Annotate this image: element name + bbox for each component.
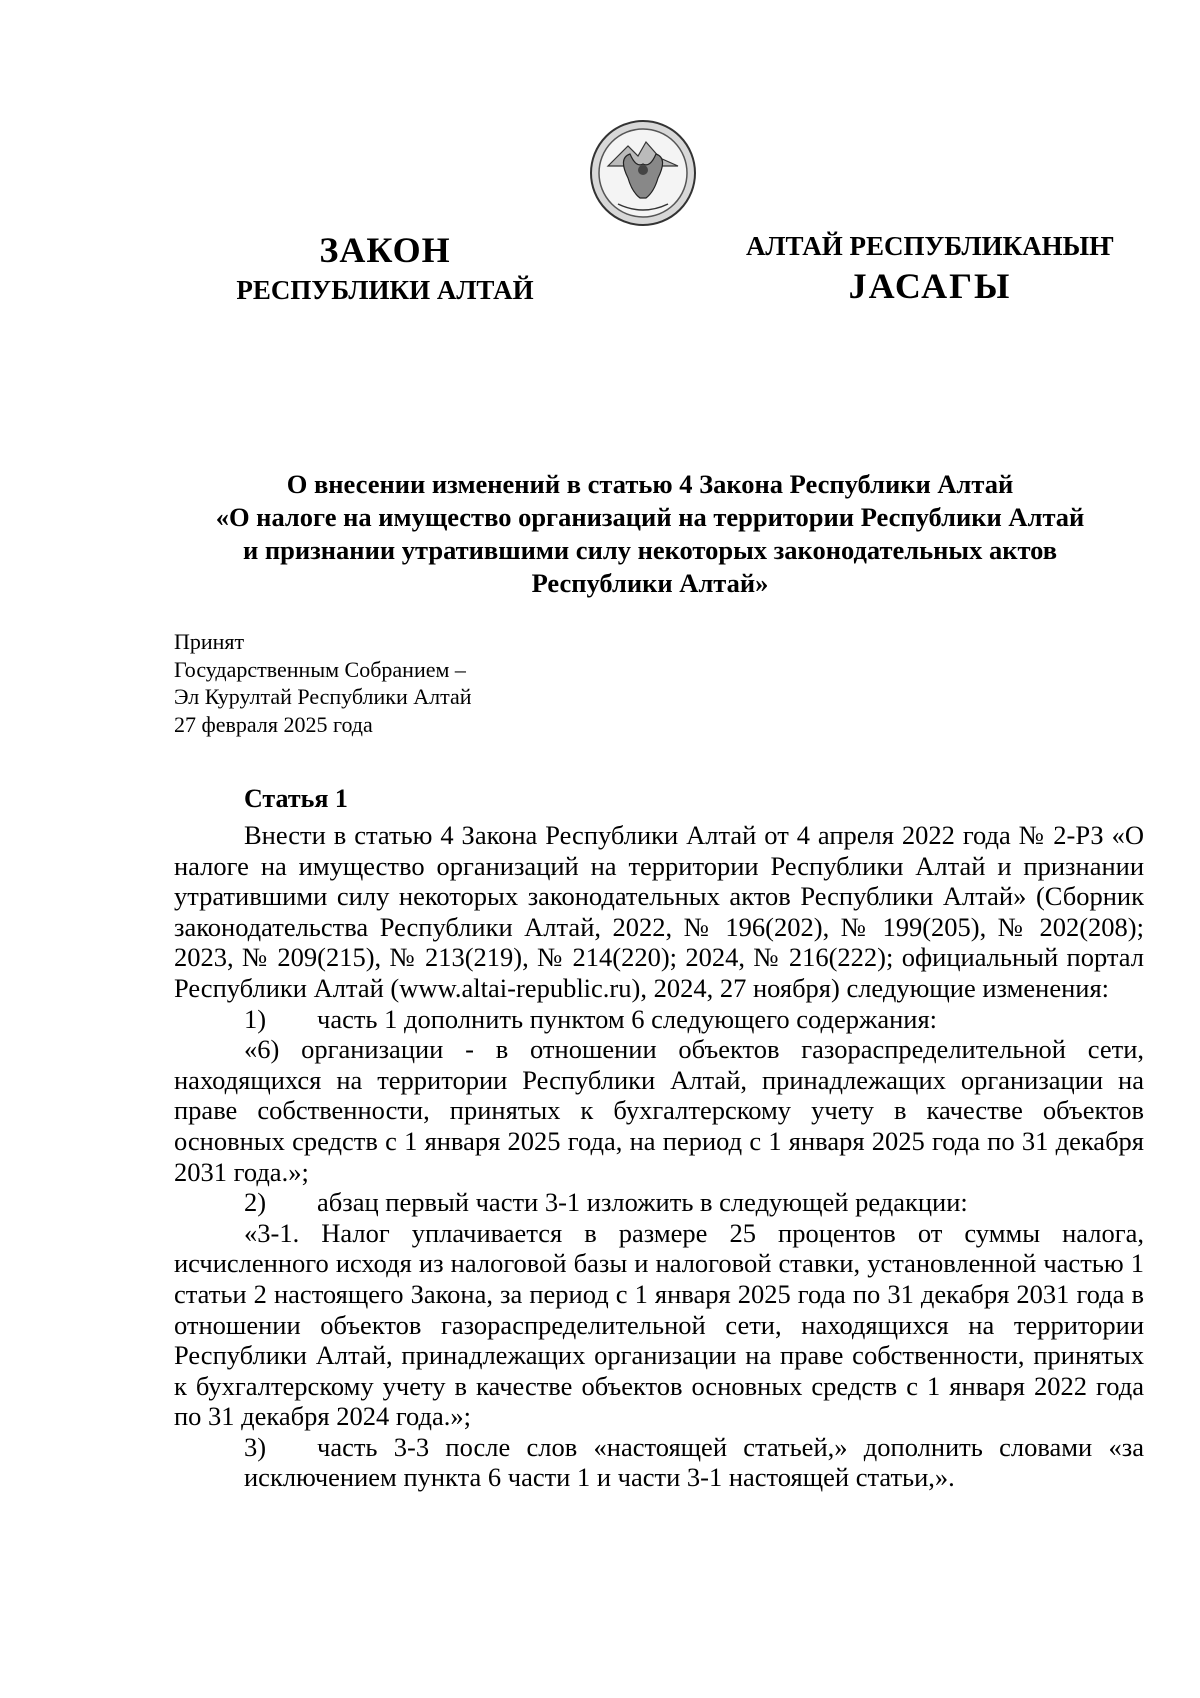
law-heading-ru-title: ЗАКОН: [319, 230, 451, 270]
adoption-block: [174, 628, 472, 738]
list-item-number: 3): [244, 1431, 267, 1462]
law-heading-russian: [220, 230, 550, 310]
law-title-line: О внесении изменений в статью 4 Закона Республики Алтай: [286, 469, 1014, 499]
adoption-line: Государственным Собранием –: [174, 656, 466, 682]
list-item-text: абзац первый части 3-1 изложить в следующей редакции:: [317, 1187, 968, 1218]
law-title-line: «О налоге на имущество организаций на территории Республики Алтай: [215, 502, 1085, 532]
article-intro-paragraph: Внести в статью 4 Закона Республики Алтай от 4 апреля 2022 года № 2-РЗ «О налоге на имущество организаций на территории Республики Алтай и признании утратившими силу некоторых законодательных актов Республики Алтай» (Сборник законодательства Республики Алтай, 2022, № 196(202), № 199(205), № 202(208); 2023, № 209(215), № 213(219), № 214(220); 2024, № 216(222); официальный портал Республики Алтай (www.altai-republic.ru), 2024, 27 ноября) следующие изменения:: [174, 820, 1144, 1003]
list-item: [174, 1004, 1144, 1035]
law-title: [170, 468, 1130, 600]
list-item: [174, 1432, 1144, 1493]
coat-of-arms-icon: [588, 118, 698, 228]
adoption-line: Принят: [174, 629, 245, 654]
law-heading-ru-subtitle: РЕСПУБЛИКИ АЛТАЙ: [236, 275, 534, 305]
law-title-line: Республики Алтай»: [531, 568, 769, 598]
list-item-text: часть 1 дополнить пунктом 6 следующего содержания:: [317, 1003, 938, 1034]
law-heading-altai: [730, 230, 1130, 310]
adoption-date: 27 февраля 2025 года: [174, 711, 373, 737]
law-title-line: и признании утратившими силу некоторых законодательных актов: [242, 535, 1058, 565]
law-heading-alt-subtitle: АЛТАЙ РЕСПУБЛИКАНЫҤ: [745, 231, 1115, 261]
quoted-paragraph: «6) организации - в отношении объектов газораспределительной сети, находящихся на территории Республики Алтай, принадлежащих организации на праве собственности, принятых к бухгалтерскому учету в качестве объектов основных средств с 1 января 2025 года, на период с 1 января 2025 года по 31 декабря 2031 года.»;: [174, 1034, 1144, 1187]
law-heading-alt-title: JАСАГЫ: [848, 266, 1012, 306]
list-item-number: 1): [244, 1003, 267, 1034]
article-heading: Статья 1: [244, 784, 348, 813]
article-body: [174, 820, 1144, 1493]
list-item-text: часть 3-3 после слов «настоящей статьей,» дополнить словами «за исключением пункта 6 части 1 и части 3-1 настоящей статьи,».: [244, 1431, 1144, 1493]
adoption-line: Эл Курултай Республики Алтай: [174, 684, 472, 709]
quoted-paragraph: «3-1. Налог уплачивается в размере 25 процентов от суммы налога, исчисленного исходя из налоговой базы и налоговой ставки, установленной частью 1 статьи 2 настоящего Закона, за период с 1 января 2025 года по 31 декабря 2031 года в отношении объектов газораспределительной сети, находящихся на территории Республики Алтай, принадлежащих организации на праве собственности, принятых к бухгалтерскому учету в качестве объектов основных средств с 1 января 2022 года по 31 декабря 2024 года.»;: [174, 1217, 1144, 1432]
list-item: [174, 1187, 1144, 1218]
list-item-number: 2): [244, 1187, 267, 1218]
